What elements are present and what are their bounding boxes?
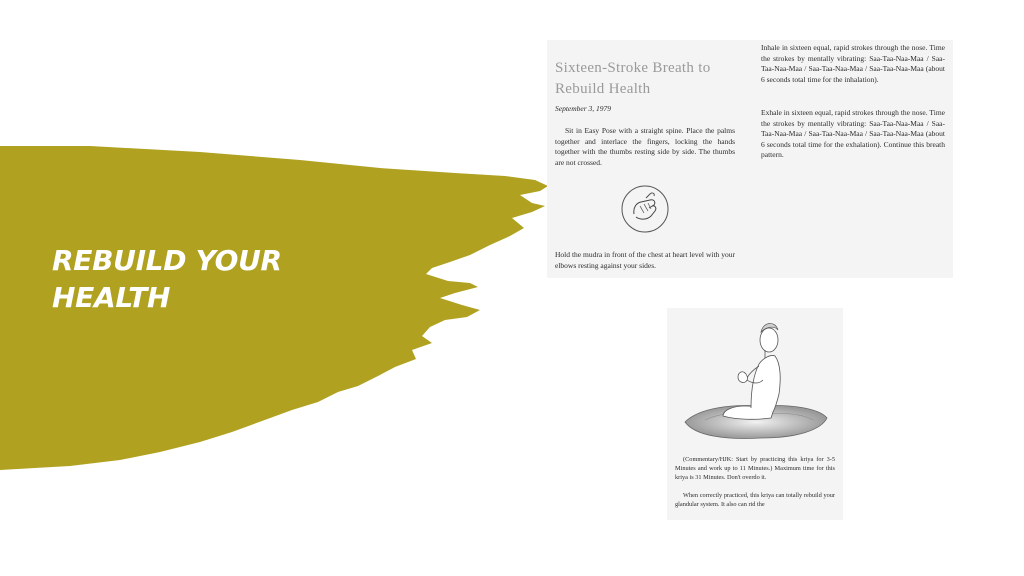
inhale-paragraph: Inhale in sixteen equal, rapid strokes through the nose. Time the strokes by mentally vibrating: Saa-Taa-Naa-Maa / Saa-Taa-Naa-Maa / Saa-Taa-Naa-Maa / Saa-Taa-Naa-Maa (about 6 seconds total time for the inhalation). xyxy=(761,43,945,84)
date-text: September 3, 1979 xyxy=(555,104,612,113)
instruction-paragraph: Sit in Easy Pose with a straight spine. Place the palms together and interlace the fingers, locking the hands together with the thumbs resting side by side. The thumbs are not crossed. xyxy=(555,126,735,167)
book-page-scan xyxy=(547,40,953,278)
title-line-1: REBUILD YOUR xyxy=(52,244,282,277)
title-line-2: HEALTH xyxy=(52,281,171,314)
commentary-paragraph: (Commentary/HJK: Start by practicing this kriya for 3-5 Minutes and work up to 11 Minutes.) Maximum time for this kriya is 31 Minutes. Don't overdo it. xyxy=(675,456,835,481)
mudra-hands-illustration xyxy=(620,184,670,234)
book-page-scan-2 xyxy=(667,308,843,520)
slide-title xyxy=(52,242,352,316)
exhale-paragraph: Exhale in sixteen equal, rapid strokes through the nose. Time the strokes by mentally vibrating: Saa-Taa-Naa-Maa / Saa-Taa-Naa-Maa / Saa-Taa-Naa-Maa / Saa-Taa-Naa-Maa (about 6 seconds total time for the exhalation). Continue this breath pattern. xyxy=(761,108,945,159)
meditating-figure-illustration xyxy=(681,314,831,450)
practice-paragraph: When correctly practiced, this kriya can totally rebuild your glandular system. It also can rid the xyxy=(675,492,835,508)
section-heading: Sixteen-Stroke Breath to Rebuild Health xyxy=(555,60,711,97)
mudra-paragraph: Hold the mudra in front of the chest at heart level with your elbows resting against your sides. xyxy=(555,250,735,270)
